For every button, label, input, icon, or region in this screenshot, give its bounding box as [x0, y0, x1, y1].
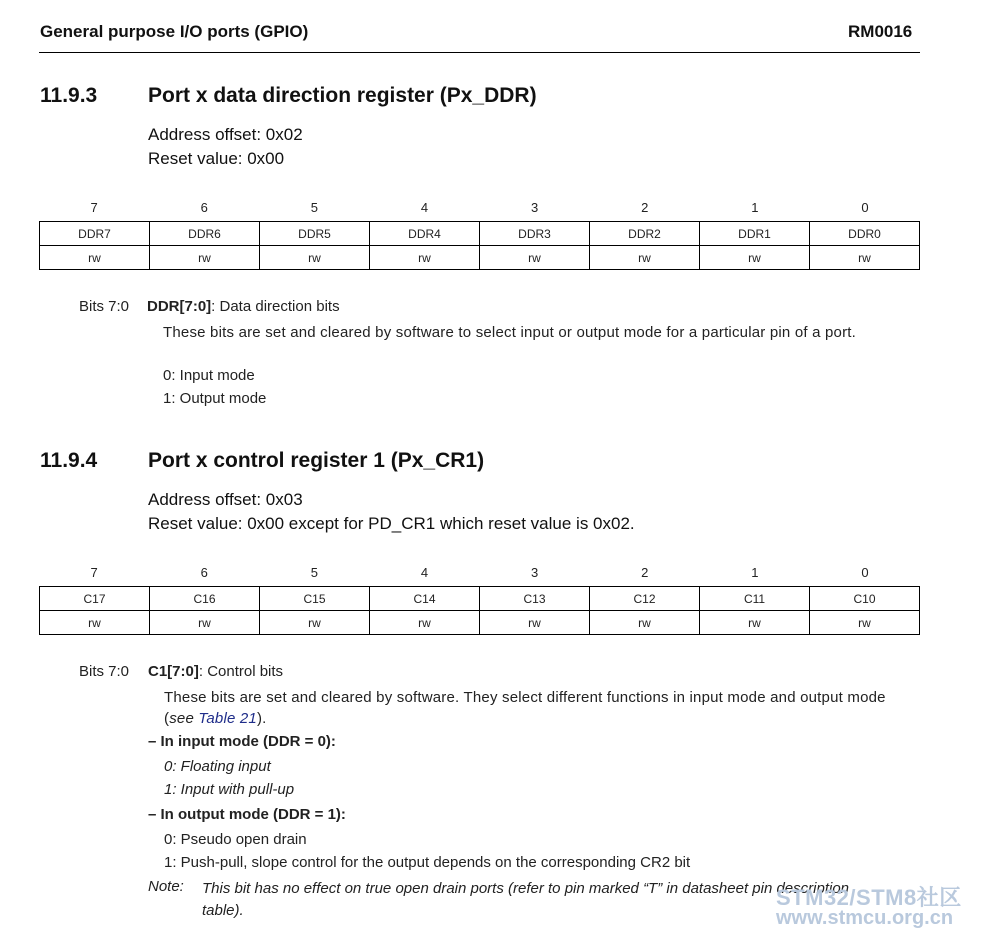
bit-number: 7 [90, 565, 98, 580]
access-cell: rw [40, 246, 150, 270]
access-cell: rw [590, 246, 700, 270]
field-cell: DDR6 [150, 222, 260, 246]
bit-number: 4 [420, 200, 429, 215]
field-cell: DDR0 [810, 222, 920, 246]
field-cell: DDR5 [260, 222, 370, 246]
bit-number: 1 [751, 565, 759, 580]
address-offset-cr1: Address offset: 0x03 [148, 490, 303, 509]
bit-number: 6 [200, 565, 208, 580]
option-value: 0: Pseudo open drain [164, 831, 307, 848]
address-offset-ddr: Address offset: 0x02 [148, 125, 303, 144]
field-summary: : Data direction bits [211, 298, 340, 315]
field-heading-ddr [147, 298, 340, 315]
document-id: RM0016 [848, 22, 913, 41]
field-cell: DDR2 [590, 222, 700, 246]
access-cell: rw [700, 611, 810, 635]
field-name: DDR[7:0] [147, 298, 212, 315]
option-value: 0: Floating input [164, 758, 271, 775]
option-value: 1: Input with pull-up [164, 781, 295, 798]
section-title-cr1: Port x control register 1 (Px_CR1) [148, 449, 485, 472]
description-end: ). [256, 710, 267, 727]
bits-range-label: Bits 7:0 [79, 298, 130, 315]
option-value: 1: Output mode [163, 390, 267, 407]
access-cell: rw [370, 246, 480, 270]
watermark-title: STM32/STM8社区 [776, 885, 962, 910]
section-number-ddr: 11.9.3 [40, 84, 98, 107]
see-word: see [169, 710, 194, 727]
field-heading-cr1 [148, 663, 283, 680]
output-mode-heading: – In output mode (DDR = 1): [148, 806, 346, 823]
access-cell: rw [810, 246, 920, 270]
field-cell: DDR4 [370, 222, 480, 246]
reset-value-ddr: Reset value: 0x00 [148, 149, 285, 168]
bit-number: 2 [641, 200, 649, 215]
field-cell: C17 [40, 587, 150, 611]
bit-number: 5 [310, 565, 318, 580]
access-cell: rw [700, 246, 810, 270]
running-header-title: General purpose I/O ports (GPIO) [40, 22, 309, 41]
access-cell: rw [40, 611, 150, 635]
bit-number: 0 [861, 565, 869, 580]
access-cell: rw [370, 611, 480, 635]
field-description [164, 687, 916, 729]
bit-number: 3 [530, 565, 539, 580]
access-row [40, 611, 920, 635]
section-number-cr1: 11.9.4 [40, 449, 98, 472]
bit-number: 3 [530, 200, 539, 215]
bits-range-label: Bits 7:0 [79, 663, 130, 680]
note-label: Note: [148, 878, 184, 895]
access-cell: rw [260, 611, 370, 635]
access-cell: rw [590, 611, 700, 635]
input-mode-heading: – In input mode (DDR = 0): [148, 733, 336, 750]
access-cell: rw [480, 611, 590, 635]
reset-value-cr1: Reset value: 0x00 except for PD_CR1 which reset value is 0x02. [148, 514, 635, 533]
field-row [40, 587, 920, 611]
table-21-link[interactable]: Table 21 [198, 710, 257, 727]
access-cell: rw [150, 611, 260, 635]
field-name: C1[7:0] [148, 663, 199, 680]
field-cell: C14 [370, 587, 480, 611]
option-value: 0: Input mode [163, 367, 255, 384]
bit-number: 7 [90, 200, 98, 215]
register-table-ddr [39, 221, 920, 270]
access-cell: rw [480, 246, 590, 270]
field-cell: DDR3 [480, 222, 590, 246]
field-cell: DDR1 [700, 222, 810, 246]
field-cell: C16 [150, 587, 260, 611]
bit-number: 4 [420, 565, 429, 580]
description-text: These bits are set and cleared by software. They select different functions in input mode and output mode ( [164, 689, 886, 727]
watermark-url: www.stmcu.org.cn [776, 907, 954, 929]
option-value: 1: Push-pull, slope control for the output depends on the corresponding CR2 bit [164, 854, 691, 871]
field-cell: C13 [480, 587, 590, 611]
access-cell: rw [810, 611, 920, 635]
field-cell: C15 [260, 587, 370, 611]
access-cell: rw [260, 246, 370, 270]
field-cell: C12 [590, 587, 700, 611]
bit-number: 0 [861, 200, 869, 215]
bit-number: 6 [200, 200, 208, 215]
field-description: These bits are set and cleared by software to select input or output mode for a particular pin of a port. [163, 324, 857, 341]
field-summary: : Control bits [198, 663, 284, 680]
access-row [40, 246, 920, 270]
field-cell: C11 [700, 587, 810, 611]
field-cell: C10 [810, 587, 920, 611]
bit-numbers-ddr [39, 200, 920, 215]
field-cell: DDR7 [40, 222, 150, 246]
section-title-ddr: Port x data direction register (Px_DDR) [148, 84, 537, 107]
bit-numbers-cr1 [39, 565, 920, 580]
bit-number: 5 [310, 200, 318, 215]
bit-number: 2 [641, 565, 649, 580]
register-table-cr1 [39, 586, 920, 635]
note-text: This bit has no effect on true open drain ports (refer to pin marked “T” in datasheet pin description table). [202, 880, 850, 919]
field-row [40, 222, 920, 246]
access-cell: rw [150, 246, 260, 270]
header-divider [39, 52, 920, 53]
bit-number: 1 [751, 200, 759, 215]
